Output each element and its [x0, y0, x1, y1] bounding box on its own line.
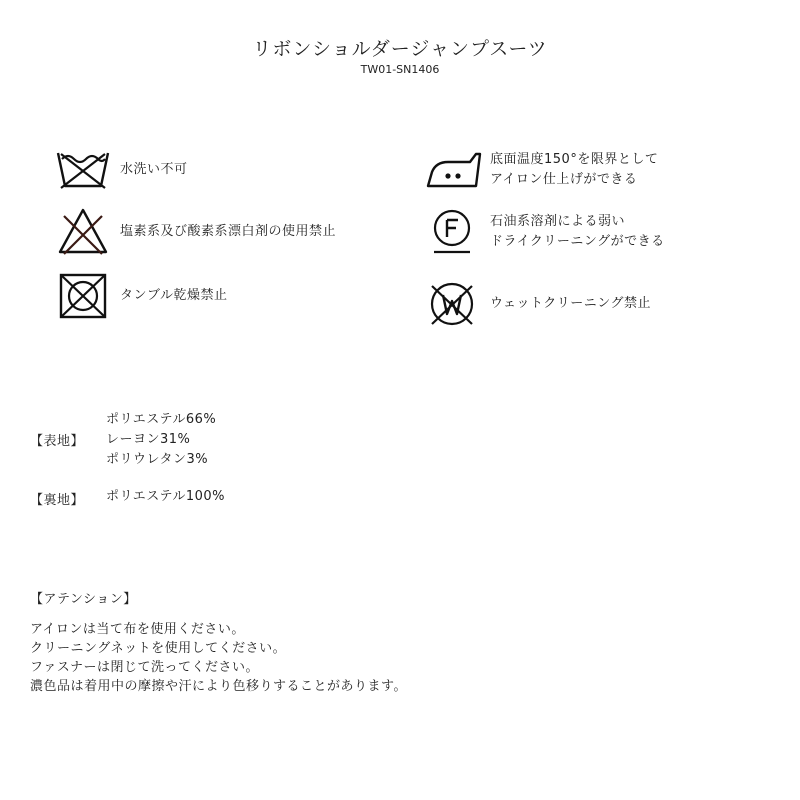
outer-material-label: 【表地】 [30, 434, 85, 449]
care-item-no-tumble [52, 270, 227, 322]
care-label-no-wet-clean: ウェットクリーニング禁止 [490, 296, 651, 311]
note-line: ファスナーは閉じて洗ってください。 [30, 660, 259, 675]
care-item-iron [422, 144, 658, 196]
product-title: リボンショルダージャンプスーツ [252, 38, 548, 60]
care-label-iron: 底面温度150°を限界として アイロン仕上げができる [490, 152, 659, 187]
tumble-dry-crossed-icon [52, 270, 114, 322]
care-label-no-wash: 水洗い不可 [120, 162, 188, 177]
material-line: ポリウレタン3% [106, 452, 209, 467]
care-label-no-tumble: タンブル乾燥禁止 [120, 288, 228, 303]
lining-material-values [106, 489, 225, 505]
note-line: アイロンは当て布を使用ください。 [30, 622, 245, 637]
care-item-no-wash [52, 144, 188, 196]
wash-tub-crossed-icon [52, 144, 114, 196]
attention-notes [30, 620, 407, 696]
material-line: ポリエステル66% [106, 412, 217, 427]
care-label-dry-clean: 石油系溶剤による弱い ドライクリーニングができる [490, 214, 665, 249]
product-code: TW01-SN1406 [360, 63, 440, 76]
iron-icon [422, 144, 484, 196]
care-item-no-wet-clean [422, 278, 651, 330]
dry-clean-f-icon [422, 206, 484, 258]
care-item-no-bleach [52, 206, 336, 258]
care-item-dry-clean [422, 206, 665, 258]
attention-title: 【アテンション】 [30, 592, 137, 607]
care-label-no-bleach: 塩素系及び酸素系漂白剤の使用禁止 [120, 224, 337, 239]
outer-material-values [106, 410, 216, 470]
note-line: クリーニングネットを使用してください。 [30, 641, 287, 656]
material-line: ポリエステル100% [106, 489, 225, 504]
material-line: レーヨン31% [106, 432, 191, 447]
triangle-crossed-icon [52, 206, 114, 258]
wet-clean-crossed-icon [422, 278, 484, 330]
note-line: 濃色品は着用中の摩擦や汗により色移りすることがあります。 [30, 679, 407, 694]
lining-material-label: 【裏地】 [30, 493, 85, 508]
